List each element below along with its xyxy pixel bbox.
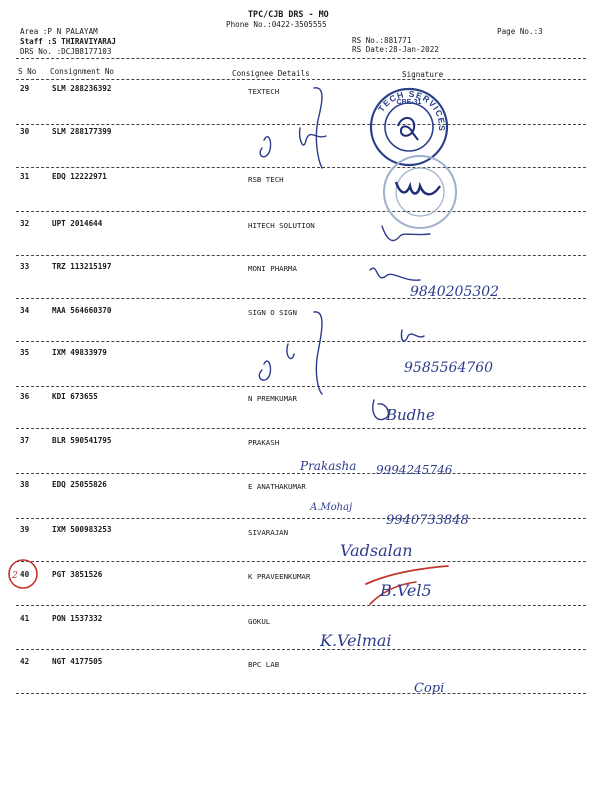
handwritten-signature: A.Mohaj <box>310 502 353 513</box>
row-consignee: SIGN O SIGN <box>248 308 297 317</box>
row-sno: 30 <box>20 127 30 136</box>
sheet-title: TPC/CJB DRS - MO <box>248 9 329 19</box>
row-consignment: KDI 673655 <box>52 392 98 401</box>
column-header-consignment: Consignment No <box>50 67 115 76</box>
signature-stroke <box>287 344 294 359</box>
row-consignee: N PREMKUMAR <box>248 394 297 403</box>
row-consignment: PGT 3851526 <box>52 570 103 579</box>
signature-stroke <box>370 268 420 280</box>
handwritten-phone: 9994245746 <box>376 463 453 477</box>
row-sno: 40 <box>20 570 30 579</box>
row-consignment: PON 1537332 <box>52 614 103 623</box>
row-consignment: EDQ 25055826 <box>52 480 107 489</box>
signature-stroke <box>314 88 322 168</box>
stamp-code: CBE-31 <box>396 99 422 106</box>
row-sno: 31 <box>20 172 30 181</box>
row-consignee: RSB TECH <box>248 175 284 184</box>
row-consignment: SLM 288177399 <box>52 127 112 136</box>
signature-stroke <box>382 226 430 241</box>
handwritten-signature: Copi <box>414 681 445 696</box>
rs-date: RS Date:28-Jan-2022 <box>352 45 439 54</box>
handwritten-phone: 9840205302 <box>410 284 500 300</box>
row-consignment: UPT 2014644 <box>52 219 103 228</box>
row-consignment: MAA 564660370 <box>52 306 112 315</box>
signature-stroke <box>300 128 326 145</box>
column-header-consignee: Consignee Details <box>232 69 310 78</box>
row-sno: 35 <box>20 348 30 357</box>
rs-number: RS No.:881771 <box>352 36 412 45</box>
row-sno: 38 <box>20 480 30 489</box>
signature-stroke <box>260 137 270 157</box>
row-sno: 33 <box>20 262 30 271</box>
row-consignee: BPC LAB <box>248 660 280 669</box>
stamp-ring-text: TECH SERVICES <box>376 88 448 133</box>
row-consignee: K PRAVEENKUMAR <box>248 572 311 581</box>
row-sno: 41 <box>20 614 30 623</box>
row-consignee: HITECH SOLUTION <box>248 221 315 230</box>
row-consignment: TRZ 113215197 <box>52 262 112 271</box>
row-consignee: PRAKASH <box>248 438 280 447</box>
row-consignment: IXM 500983253 <box>52 525 112 534</box>
area-label: Area :P N PALAYAM <box>20 27 98 36</box>
column-header-sno: S No <box>18 67 37 76</box>
handwritten-signature: Prakasha <box>300 459 357 473</box>
page-number: Page No.:3 <box>497 27 543 36</box>
circled-number: 2 <box>12 571 18 581</box>
row-sno: 32 <box>20 219 30 228</box>
row-sno: 34 <box>20 306 30 315</box>
handwritten-signature: K.Velmai <box>320 631 392 650</box>
row-consignment: SLM 288236392 <box>52 84 112 93</box>
row-consignment: EDQ 12222971 <box>52 172 107 181</box>
row-consignment: BLR 590541795 <box>52 436 112 445</box>
row-consignee: MONI PHARMA <box>248 264 297 273</box>
row-consignee: E ANATHAKUMAR <box>248 482 306 491</box>
row-sno: 29 <box>20 84 30 93</box>
row-sno: 39 <box>20 525 30 534</box>
row-consignment: IXM 49833979 <box>52 348 107 357</box>
handwritten-signature: Budhe <box>386 406 435 424</box>
row-consignee: SIVARAJAN <box>248 528 289 537</box>
row-consignment: NGT 4177505 <box>52 657 103 666</box>
column-header-signature: Signature <box>402 70 444 79</box>
phone-number: Phone No.:0422-3505555 <box>226 20 327 29</box>
row-sno: 36 <box>20 392 30 401</box>
row-consignee: TEXTECH <box>248 87 280 96</box>
staff-label: Staff :S THIRAVIYARAJ <box>20 37 117 46</box>
drs-number: DRS No. :DCJB8177103 <box>20 47 112 56</box>
handwritten-phone: 9585564760 <box>404 360 494 376</box>
row-sno: 42 <box>20 657 30 666</box>
signature-stroke <box>401 330 424 341</box>
handwritten-signature: B.Vel5 <box>380 581 432 600</box>
signature-stroke <box>314 312 322 394</box>
row-consignee: GOKUL <box>248 617 271 626</box>
handwritten-signature: Vadsalan <box>340 541 413 560</box>
signature-stroke <box>259 361 270 380</box>
row-sno: 37 <box>20 436 30 445</box>
handwritten-phone: 9940733848 <box>386 513 469 528</box>
